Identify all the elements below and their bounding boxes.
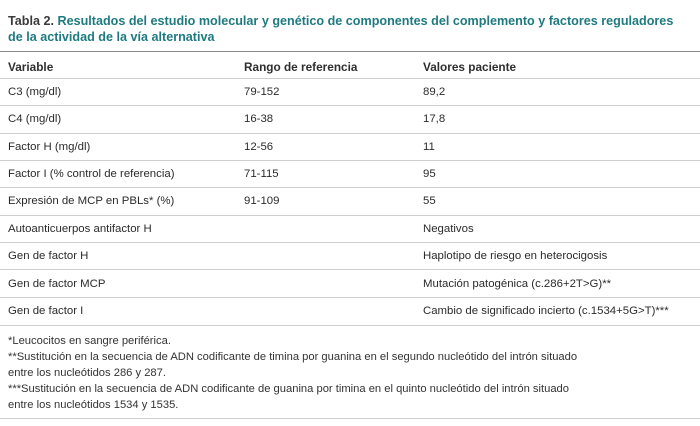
row-8-value: Mutación patogénica (c.286+2T>G)** [423, 278, 612, 290]
row-3-range: 12-56 [244, 141, 274, 153]
row-3-variable: Factor H (mg/dl) [8, 141, 91, 153]
footnote-3-cont: entre los nucleótidos 1534 y 1535. [8, 399, 179, 411]
table-bottom-rule [0, 325, 700, 326]
table-label: Tabla 2. [8, 14, 54, 28]
row-5-range: 91-109 [244, 195, 280, 207]
row-2-variable: C4 (mg/dl) [8, 113, 62, 125]
row-5-value: 55 [423, 195, 436, 207]
header-variable: Variable [8, 60, 54, 74]
footnote-1: *Leucocitos en sangre periférica. [8, 335, 171, 347]
row-7-value: Haplotipo de riesgo en heterocigosis [423, 250, 608, 262]
footnote-2-cont: entre los nucleótidos 286 y 287. [8, 367, 166, 379]
row-1-value: 89,2 [423, 86, 446, 98]
footnote-2: **Sustitución en la secuencia de ADN codificante de timina por guanina en el segundo nucleótido del intrón situado [8, 351, 578, 363]
row-divider [0, 187, 700, 188]
row-4-range: 71-115 [244, 168, 279, 180]
header-patient-values: Valores paciente [423, 60, 517, 74]
caption-rule [0, 51, 700, 52]
row-4-variable: Factor I (% control de referencia) [8, 168, 175, 180]
row-9-variable: Gen de factor I [8, 305, 84, 317]
row-9-value: Cambio de significado incierto (c.1534+5G>T)*** [423, 305, 669, 317]
row-2-value: 17,8 [423, 113, 446, 125]
row-8-variable: Gen de factor MCP [8, 278, 106, 290]
row-divider [0, 297, 700, 298]
header-reference-range: Rango de referencia [244, 60, 358, 74]
row-divider [0, 269, 700, 270]
row-divider [0, 133, 700, 134]
header-rule [0, 78, 700, 79]
row-5-variable: Expresión de MCP en PBLs* (%) [8, 195, 175, 207]
row-1-range: 79-152 [244, 86, 280, 98]
row-6-value: Negativos [423, 223, 474, 235]
row-6-variable: Autoanticuerpos antifactor H [8, 223, 152, 235]
row-divider [0, 105, 700, 106]
table-caption [8, 13, 678, 45]
figure-bottom-rule [0, 418, 700, 419]
row-2-range: 16-38 [244, 113, 274, 125]
row-4-value: 95 [423, 168, 436, 180]
row-1-variable: C3 (mg/dl) [8, 86, 62, 98]
row-divider [0, 215, 700, 216]
row-3-value: 11 [423, 141, 435, 153]
row-divider [0, 160, 700, 161]
footnote-3: ***Sustitución en la secuencia de ADN codificante de guanina por timina en el quinto nucleótido del intrón situado [8, 383, 569, 395]
row-7-variable: Gen de factor H [8, 250, 89, 262]
row-divider [0, 242, 700, 243]
table-title: Resultados del estudio molecular y genético de componentes del complemento y factores reguladores de la actividad de la vía alternativa [8, 14, 674, 44]
